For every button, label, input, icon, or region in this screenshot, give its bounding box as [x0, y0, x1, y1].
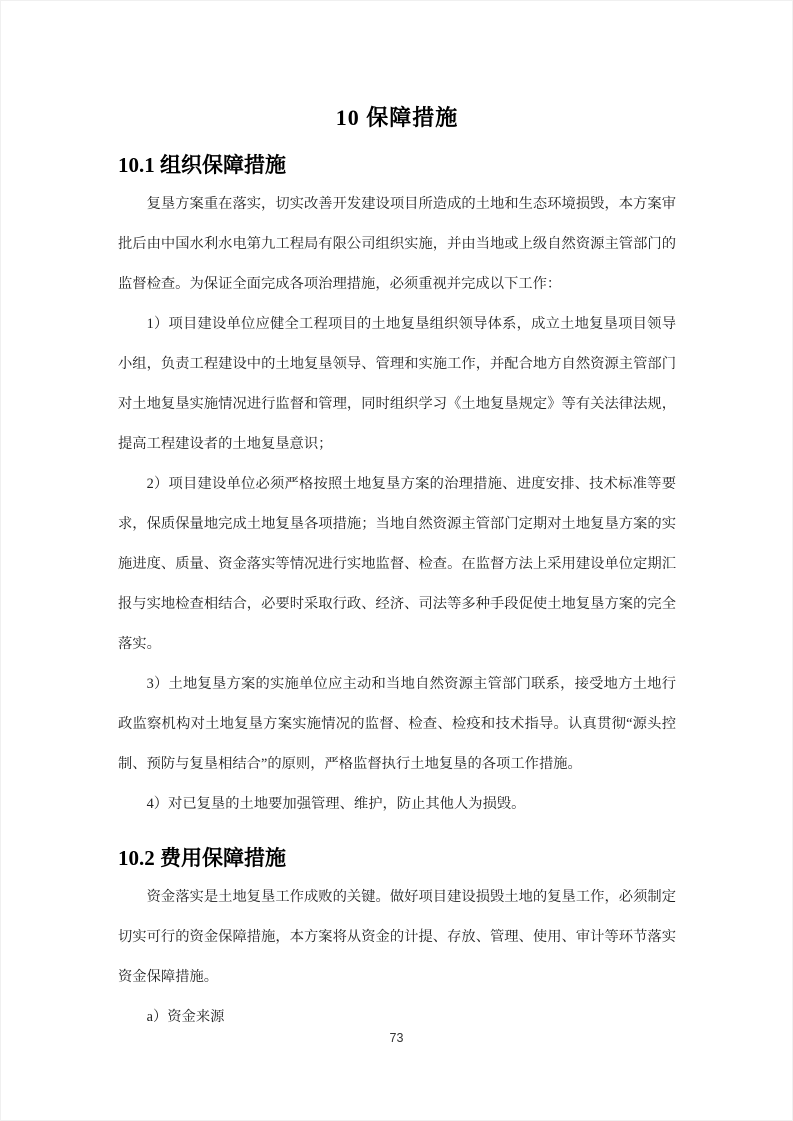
paragraph-10-1-intro: 复垦方案重在落实，切实改善开发建设项目所造成的土地和生态环境损毁，本方案审批后由中国水利水电第九工程局有限公司组织实施，并由当地或上级自然资源主管部门的监督检查。为保证全面完成各项治理措施，必须重视并完成以下工作：: [118, 196, 676, 292]
section-funding-safeguards: [118, 845, 676, 1037]
paragraph-10-1-item-1: 1）项目建设单位应健全工程项目的土地复垦组织领导体系，成立土地复垦项目领导小组，负责工程建设中的土地复垦领导、管理和实施工作，并配合地方自然资源主管部门对土地复垦实施情况进行监督和管理，同时组织学习《土地复垦规定》等有关法律法规，提高工程建设者的土地复垦意识；: [118, 316, 676, 452]
page-content: [118, 1, 676, 1037]
paragraph-10-1-item-2: 2）项目建设单位必须严格按照土地复垦方案的治理措施、进度安排、技术标准等要求，保质保量地完成土地复垦各项措施；当地自然资源主管部门定期对土地复垦方案的实施进度、质量、资金落实等情况进行实地监督、检查。在监督方法上采用建设单位定期汇报与实地检查相结合，必要时采取行政、经济、司法等多种手段促使土地复垦方案的完全落实。: [118, 476, 676, 652]
chapter-title: 10 保障措施: [335, 105, 459, 130]
paragraph-10-2-item-a: a）资金来源: [146, 1009, 225, 1025]
paragraph-10-1-item-4: 4）对已复垦的土地要加强管理、维护，防止其他人为损毁。: [146, 796, 526, 812]
paragraph-10-1-item-3: 3）土地复垦方案的实施单位应主动和当地自然资源主管部门联系，接受地方土地行政监察机构对土地复垦方案实施情况的监督、检查、检疫和技术指导。认真贯彻“源头控制、预防与复垦相结合”的原则，严格监督执行土地复垦的各项工作措施。: [118, 676, 676, 772]
section-heading-10-2: 10.2 费用保障措施: [118, 846, 286, 870]
page-number: 73: [389, 1031, 404, 1045]
section-heading-10-1: 10.1 组织保障措施: [118, 153, 286, 177]
paragraph-10-2-intro: 资金落实是土地复垦工作成败的关键。做好项目建设损毁土地的复垦工作，必须制定切实可行的资金保障措施，本方案将从资金的计提、存放、管理、使用、审计等环节落实资金保障措施。: [118, 889, 676, 985]
section-organizational-safeguards: [118, 152, 676, 824]
